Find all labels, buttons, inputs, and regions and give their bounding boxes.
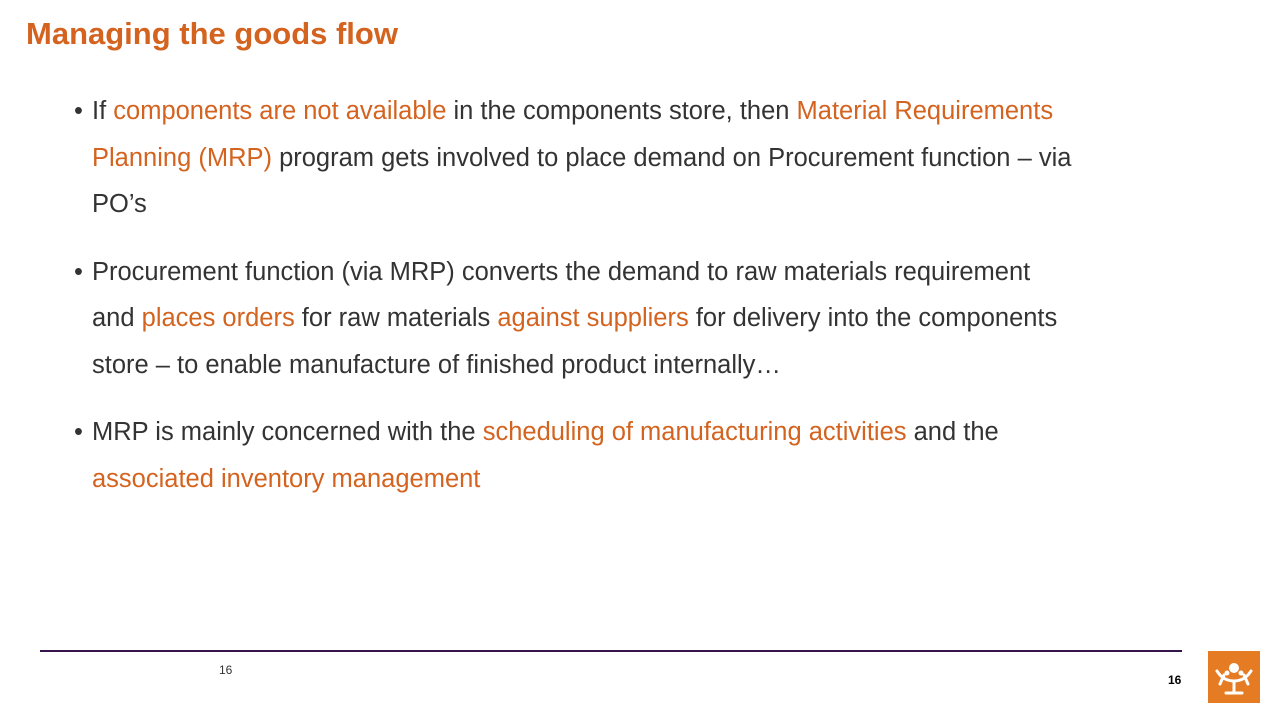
footer-divider: [40, 650, 1182, 652]
highlight-text: places orders: [141, 304, 295, 332]
highlight-text: components are not available: [113, 97, 447, 125]
bullet-glyph: •: [74, 97, 83, 125]
highlight-text: against suppliers: [497, 304, 689, 332]
bullet-text: Procurement function (via MRP) converts the demand to raw materials requirement and: [92, 257, 1031, 332]
bullet-item-mrp: [72, 409, 1072, 502]
bullet-text: program gets involved to place demand on Procurement function – via PO’s: [92, 143, 1072, 218]
bullet-item-procurement: [72, 249, 1072, 389]
highlight-text: Material Requirements Planning (MRP): [92, 97, 1054, 172]
bullet-text: and the: [906, 418, 999, 446]
bullet-text: MRP is mainly concerned with the: [92, 418, 483, 446]
bullet-list: [72, 88, 1072, 523]
slide-title: Managing the goods flow: [26, 16, 398, 51]
highlight-text: scheduling of manufacturing activities: [482, 418, 907, 446]
bullet-text: If: [92, 97, 114, 125]
highlight-text: associated inventory management: [92, 464, 481, 493]
bullet-glyph: •: [74, 257, 83, 286]
bullet-text: for delivery into the components store – to enable manufacture of finished product internally…: [92, 304, 1058, 379]
bullet-text: for raw materials: [294, 304, 498, 332]
bullet-text: in the components store, then: [446, 97, 797, 125]
bullet-glyph: •: [74, 418, 83, 446]
orange-brand-logo-icon: [1208, 651, 1260, 703]
page-number: 16: [1168, 673, 1182, 687]
bullet-item-components: [72, 88, 1072, 228]
footer-slide-number: 16: [219, 663, 233, 677]
